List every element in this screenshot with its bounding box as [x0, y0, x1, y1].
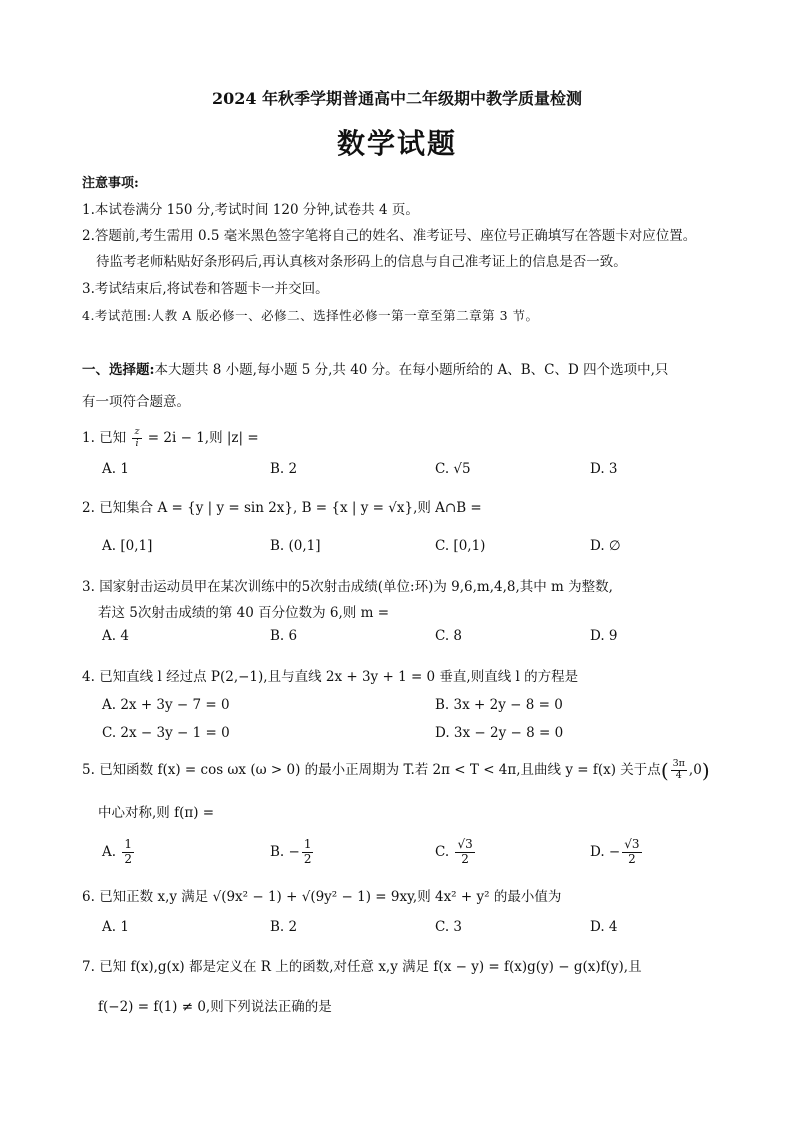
question-4-stem [82, 665, 578, 685]
question-4-option-d: D. 3x − 2y − 8 = 0 [435, 725, 564, 741]
question-2-option-b: B. (0,1] [270, 538, 321, 554]
note-item-2: 2.答题前,考生需用 0.5 毫米黑色签字笔将自己的姓名、准考证号、座位号正确填写在答题卡对应位置。 [82, 228, 697, 244]
question-2-text: 已知集合 A = {y | y = sin 2x}, B = {x | y = √x},则 A∩B = [99, 500, 482, 516]
question-7-stem [82, 955, 642, 975]
q5-point-tail: ,0 [688, 762, 702, 778]
note-item-3: 3.考试结束后,将试卷和答题卡一并交回。 [82, 281, 329, 297]
question-1-post: = 2i − 1,则 |z| = [147, 430, 259, 446]
q5-option-d-label: D. − [590, 843, 621, 860]
question-7-stem-cont: f(−2) = f(1) ≠ 0,则下列说法正确的是 [98, 999, 332, 1015]
q5-a-den: 2 [124, 851, 132, 866]
question-1-option-a: A. 1 [102, 461, 129, 477]
question-4-option-b: B. 3x + 2y − 8 = 0 [435, 697, 563, 713]
question-5-option-d [590, 838, 644, 867]
question-5-option-a [102, 838, 136, 867]
question-3-text: 国家射击运动员甲在某次训练中的5次射击成绩(单位:环)为 9,6,m,4,8,其中 m 为整数, [99, 579, 613, 595]
question-6-option-c: C. 3 [435, 919, 463, 935]
notes-heading: 注意事项: [82, 176, 139, 191]
q5-option-b-label: B. − [270, 843, 300, 860]
q5-left-paren: ( [660, 758, 669, 783]
note-item-1: 1.本试卷满分 150 分,考试时间 120 分钟,试卷共 4 页。 [82, 202, 419, 218]
question-6-option-a: A. 1 [102, 919, 129, 935]
question-2-number: 2. [82, 500, 95, 516]
question-5-text: 已知函数 f(x) = cos ωx (ω > 0) 的最小正周期为 T.若 2π < T < 4π,且曲线 y = f(x) 关于点 [99, 762, 661, 778]
question-3-number: 3. [82, 579, 95, 595]
question-2-option-d: D. ∅ [590, 538, 621, 554]
question-6-text: 已知正数 x,y 满足 √(9x² − 1) + √(9y² − 1) = 9xy,则 4x² + y² 的最小值为 [99, 889, 562, 905]
question-5-stem [82, 758, 710, 783]
q5-option-b-fraction [302, 838, 314, 867]
question-3-option-b: B. 6 [270, 628, 298, 644]
question-6-option-b: B. 2 [270, 919, 298, 935]
question-1-option-c: C. √5 [435, 461, 471, 477]
note-item-2-cont: 待监考老师粘贴好条形码后,再认真核对条形码上的信息与自己准考证上的信息是否一致。 [96, 254, 627, 270]
question-4-text: 已知直线 l 经过点 P(2,−1),且与直线 2x + 3y + 1 = 0 垂直,则直线 l 的方程是 [99, 669, 579, 685]
question-6-option-d: D. 4 [590, 919, 618, 935]
question-3-option-c: C. 8 [435, 628, 463, 644]
question-4-option-a: A. 2x + 3y − 7 = 0 [102, 697, 230, 713]
question-6-number: 6. [82, 889, 95, 905]
question-5-number: 5. [82, 762, 95, 778]
question-1-option-b: B. 2 [270, 461, 298, 477]
section-1-text: 本大题共 8 小题,每小题 5 分,共 40 分。在每小题所给的 A、B、C、D 四个选项中,只 [154, 362, 669, 378]
question-7-text: 已知 f(x),g(x) 都是定义在 R 上的函数,对任意 x,y 满足 f(x − y) = f(x)g(y) − g(x)f(y),且 [99, 959, 642, 975]
q5-d-den: 2 [628, 851, 636, 866]
q5-point-numerator: 3π [672, 758, 685, 770]
exam-title: 数学试题 [336, 127, 457, 160]
question-5-option-b [270, 838, 315, 867]
exam-subtitle: 2024 年秋季学期普通高中二年级期中教学质量检测 [211, 89, 583, 108]
q5-b-den: 2 [303, 851, 312, 866]
section-1-intro-cont: 有一项符合题意。 [82, 394, 190, 410]
question-3-stem [82, 575, 613, 595]
q1-frac-denominator: i [135, 438, 139, 449]
q5-right-paren: ) [701, 758, 710, 783]
question-1-fraction [132, 427, 141, 450]
note-item-4: 4.考试范围:人教 A 版必修一、必修二、选择性必修一第一章至第二章第 3 节。 [82, 308, 539, 323]
q5-b-num: 1 [303, 837, 312, 851]
q5-d-num: √3 [624, 837, 640, 851]
question-5-stem-cont: 中心对称,则 f(π) = [98, 805, 215, 821]
question-1-stem [82, 426, 259, 450]
q5-point-denominator: 4 [675, 770, 682, 781]
q5-c-num: √3 [457, 837, 473, 851]
question-4-number: 4. [82, 669, 95, 685]
question-1-option-d: D. 3 [590, 461, 618, 477]
q5-option-c-fraction [455, 838, 474, 867]
question-1-pre: 已知 [99, 430, 127, 446]
question-7-number: 7. [82, 959, 95, 975]
question-2-stem [82, 496, 482, 516]
section-1-intro [82, 358, 668, 378]
question-2-option-a: A. [0,1] [102, 538, 153, 554]
q5-point-fraction [671, 759, 687, 782]
q5-option-c-label: C. [435, 843, 450, 860]
question-4-option-c: C. 2x − 3y − 1 = 0 [102, 725, 230, 741]
question-3-stem-cont: 若这 5次射击成绩的第 40 百分位数为 6,则 m = [98, 605, 390, 621]
section-1-label: 一、选择题: [82, 362, 155, 378]
question-1-number: 1. [82, 430, 95, 446]
q5-a-num: 1 [124, 837, 132, 851]
q5-option-a-fraction [122, 838, 134, 867]
q5-option-d-fraction [622, 838, 641, 867]
q5-option-a-label: A. [102, 843, 117, 860]
question-3-option-d: D. 9 [590, 628, 618, 644]
q1-frac-numerator: z [134, 426, 140, 438]
question-3-option-a: A. 4 [102, 628, 129, 644]
question-5-option-c [435, 838, 477, 867]
q5-c-den: 2 [461, 851, 469, 866]
question-6-stem [82, 885, 561, 905]
question-2-option-c: C. [0,1) [435, 538, 486, 554]
